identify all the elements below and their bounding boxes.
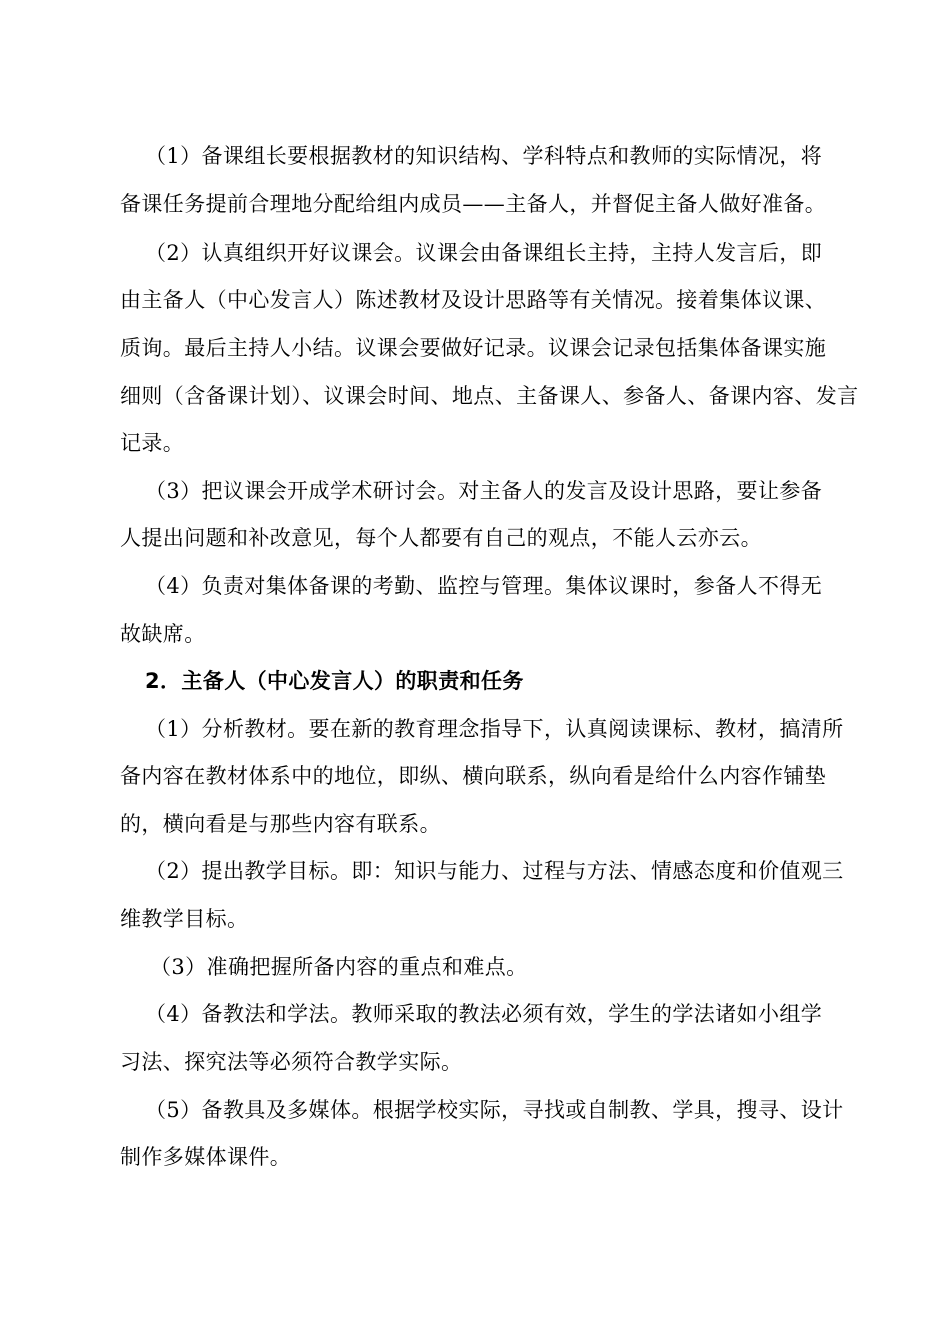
paragraph-line: 质询。最后主持人小结。议课会要做好记录。议课会记录包括集体备课实施 <box>120 336 827 360</box>
paragraph-line: （2）认真组织开好议课会。议课会由备课组长主持，主持人发言后，即 <box>145 241 823 265</box>
paragraph-line: （1）备课组长要根据教材的知识结构、学科特点和教师的实际情况，将 <box>145 144 823 168</box>
paragraph-line: 备内容在教材体系中的地位，即纵、横向联系，纵向看是给什么内容作铺垫 <box>120 764 827 788</box>
paragraph-line: 习法、探究法等必须符合教学实际。 <box>120 1050 463 1074</box>
section-heading: 2．主备人（中心发言人）的职责和任务 <box>145 669 524 693</box>
paragraph-line: 人提出问题和补改意见，每个人都要有自己的观点，不能人云亦云。 <box>120 526 762 550</box>
paragraph-line: 备课任务提前合理地分配给组内成员——主备人，并督促主备人做好准备。 <box>120 192 827 216</box>
paragraph-line: （5）备教具及多媒体。根据学校实际，寻找或自制教、学具，搜寻、设计 <box>145 1098 844 1122</box>
paragraph-line: 维教学目标。 <box>120 907 249 931</box>
paragraph-line: 的，横向看是与那些内容有联系。 <box>120 812 441 836</box>
paragraph-line: （2）提出教学目标。即：知识与能力、过程与方法、情感态度和价值观三 <box>145 859 844 883</box>
paragraph-line: 记录。 <box>120 431 185 455</box>
paragraph-line: 故缺席。 <box>120 622 206 646</box>
paragraph-line: （4）负责对集体备课的考勤、监控与管理。集体议课时，参备人不得无 <box>145 574 823 598</box>
paragraph-line: （1）分析教材。要在新的教育理念指导下，认真阅读课标、教材，搞清所 <box>145 717 844 741</box>
paragraph-line: 由主备人（中心发言人）陈述教材及设计思路等有关情况。接着集体议课、 <box>120 288 827 312</box>
paragraph-line: 细则（含备课计划）、议课会时间、地点、主备课人、参备人、备课内容、发言 <box>120 384 859 408</box>
paragraph-line: （3）准确把握所备内容的重点和难点。 <box>150 955 528 979</box>
paragraph-line: （4）备教法和学法。教师采取的教法必须有效，学生的学法诸如小组学 <box>145 1002 823 1026</box>
paragraph-line: 制作多媒体课件。 <box>120 1145 292 1169</box>
paragraph-line: （3）把议课会开成学术研讨会。对主备人的发言及设计思路，要让参备 <box>145 479 823 503</box>
